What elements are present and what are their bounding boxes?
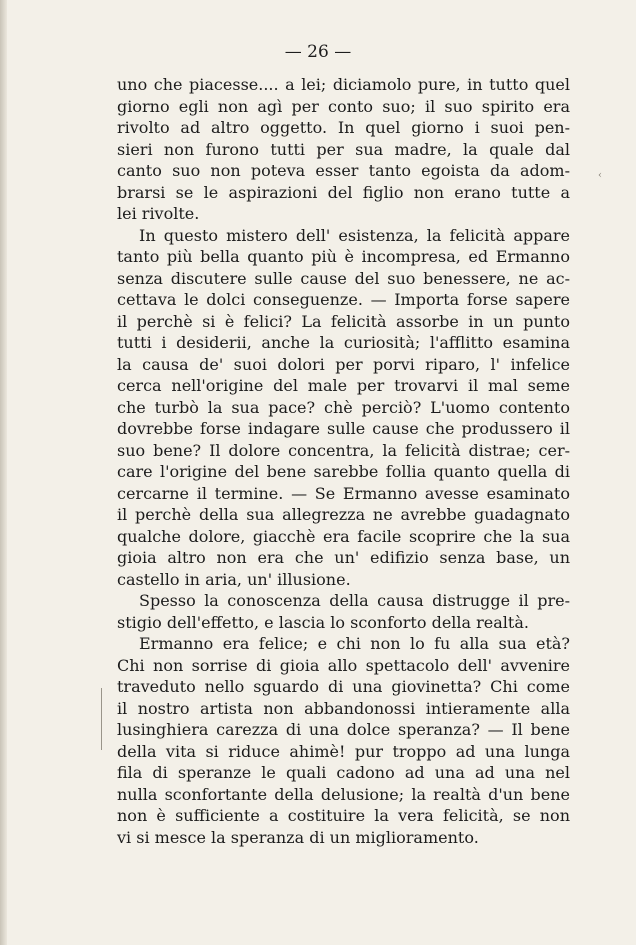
text-line: giorno egli non agì per conto suo; il suo spirito era	[117, 96, 570, 116]
text-line: cercarne il termine. — Se Ermanno avesse esaminato	[117, 483, 570, 503]
text-line: senza discutere sulle cause del suo benessere, ne ac-	[117, 268, 570, 288]
paragraph-2	[117, 225, 570, 591]
text-line: non è sufficiente a costituire la vera felicità, se non	[117, 806, 570, 825]
paragraph-3	[117, 590, 570, 633]
text-line: rivolto ad altro oggetto. In quel giorno i suoi pen-	[117, 118, 570, 137]
text-line: il nostro artista non abbandonossi intieramente alla	[117, 698, 570, 718]
text-line: la causa de' suoi dolori per porvi riparo, l' infelice	[117, 354, 570, 374]
text-line: lusinghiera carezza di una dolce speranza? — Il bene	[117, 720, 570, 739]
text-line: In questo mistero dell' esistenza, la felicità appare	[139, 225, 570, 245]
text-line: Spesso la conoscenza della causa distrugge il pre-	[139, 591, 570, 610]
text-line: della vita si riduce ahimè! pur troppo ad una lunga	[117, 741, 570, 761]
text-line: vi si mesce la speranza di un miglioramento.	[117, 827, 479, 847]
page-binding-edge	[0, 0, 7, 945]
text-line: canto suo non poteva esser tanto egoista da adom-	[117, 161, 570, 180]
margin-mark: ‹	[598, 170, 602, 181]
text-line: uno che piacesse.... a lei; diciamolo pure, in tutto quel	[117, 75, 570, 94]
text-line: il perchè si è felici? La felicità assorbe in un punto	[117, 311, 570, 331]
text-line: fila di speranze le quali cadono ad una ad una nel	[117, 763, 570, 782]
text-line: Chi non sorrise di gioia allo spettacolo dell' avvenire	[117, 655, 570, 675]
text-line: Ermanno era felice; e chi non lo fu alla sua età?	[139, 634, 570, 653]
text-line: nulla sconfortante della delusione; la realtà d'un bene	[117, 784, 570, 804]
text-line: brarsi se le aspirazioni del figlio non erano tutte a	[117, 182, 570, 202]
text-line: gioia altro non era che un' edifizio senza base, un	[117, 548, 570, 567]
text-line: care l'origine del bene sarebbe follia quanto quella di	[117, 462, 570, 481]
text-line: qualche dolore, giacchè era facile scoprire che la sua	[117, 526, 570, 546]
text-line: il perchè della sua allegrezza ne avrebbe guadagnato	[117, 505, 570, 524]
paragraph-1	[117, 74, 570, 225]
text-line: che turbò la sua pace? chè perciò? L'uomo contento	[117, 397, 570, 417]
text-line: tanto più bella quanto più è incompresa, ed Ermanno	[117, 247, 570, 266]
body-text	[117, 74, 570, 848]
text-line: tutti i desiderii, anche la curiosità; l'afflitto esamina	[117, 333, 570, 352]
margin-pencil-line	[101, 688, 102, 750]
text-line: castello in aria, un' illusione.	[117, 569, 351, 589]
page-number: — 26 —	[284, 42, 352, 62]
text-line: suo bene? Il dolore concentra, la felicità distrae; cer-	[117, 440, 570, 460]
paragraph-4	[117, 633, 570, 848]
text-line: cerca nell'origine del male per trovarvi il mal seme	[117, 376, 570, 395]
text-line: cettava le dolci conseguenze. — Importa forse sapere	[117, 290, 570, 309]
text-line: stigio dell'effetto, e lascia lo sconforto della realtà.	[117, 612, 529, 632]
text-line: traveduto nello sguardo di una giovinetta? Chi come	[117, 677, 570, 696]
text-line: lei rivolte.	[117, 204, 200, 223]
text-line: dovrebbe forse indagare sulle cause che produssero il	[117, 419, 570, 438]
text-line: sieri non furono tutti per sua madre, la quale dal	[117, 139, 570, 159]
